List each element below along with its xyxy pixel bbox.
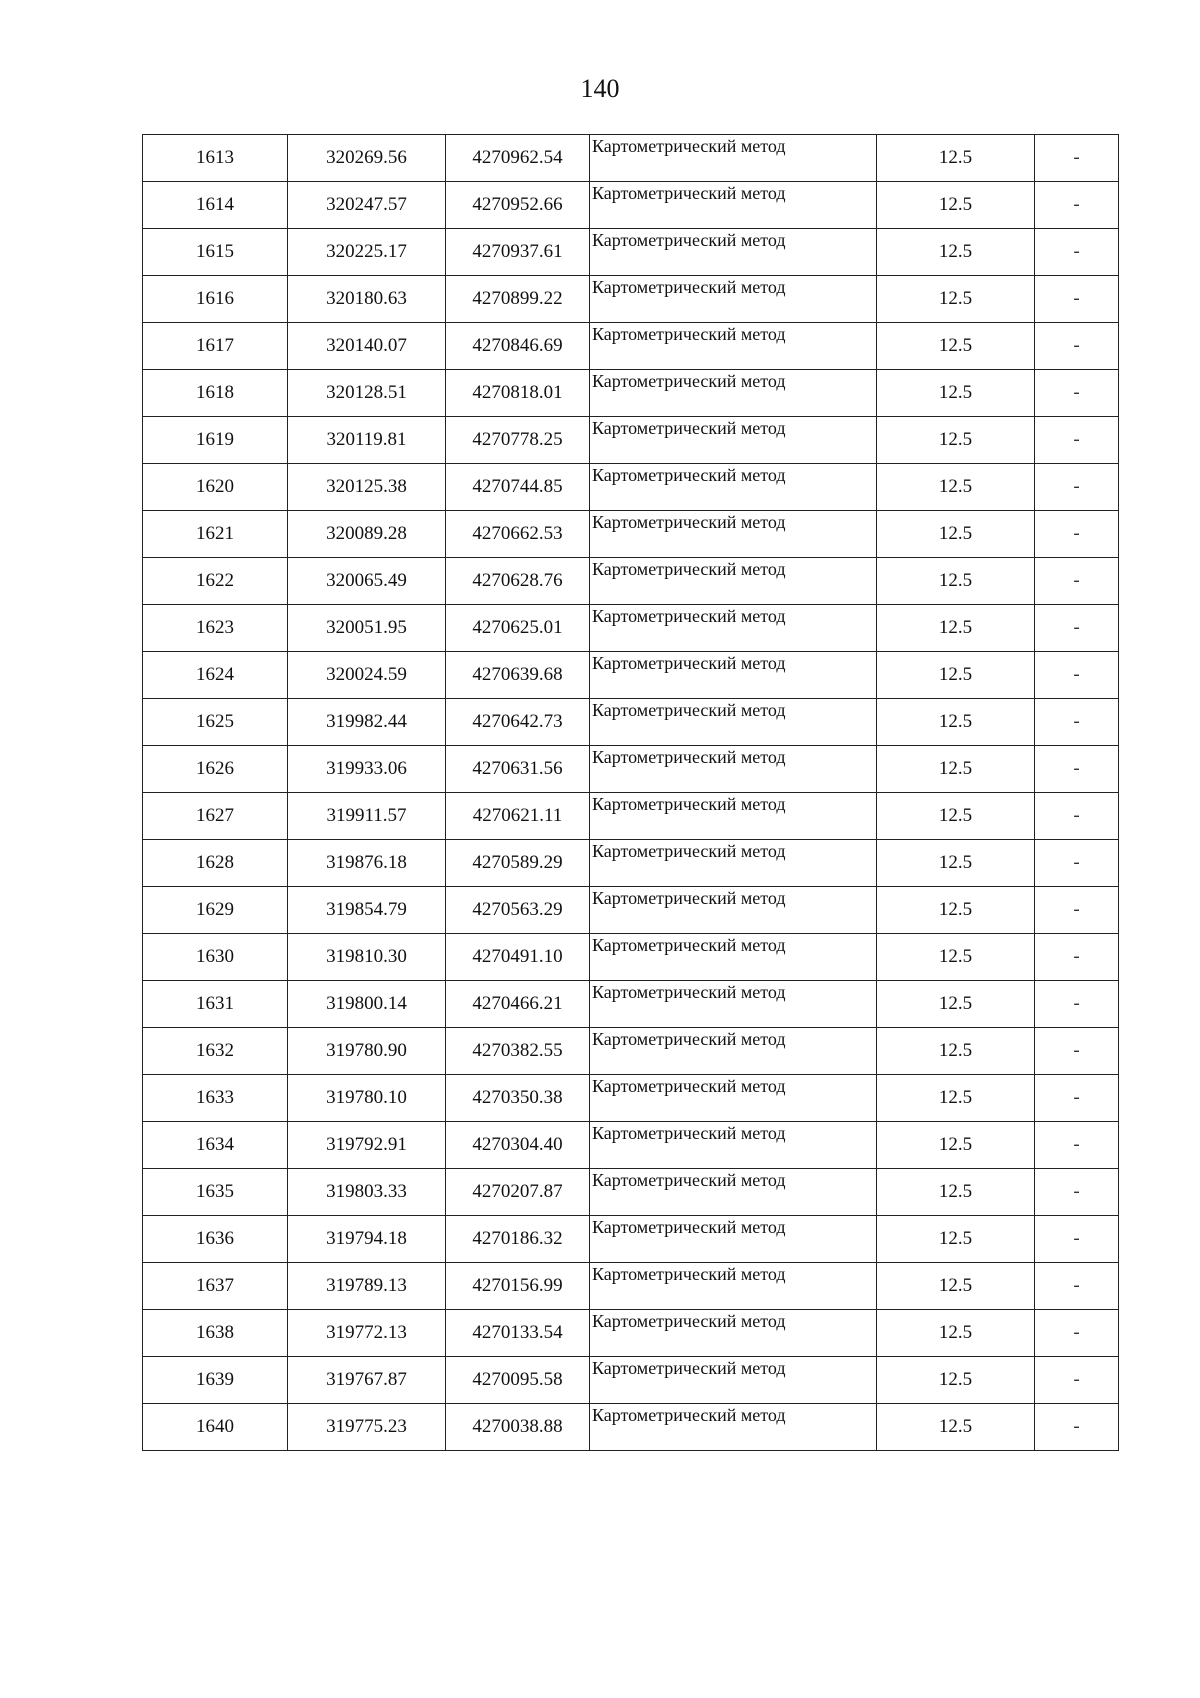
- method-cell: Картометрический метод: [590, 605, 877, 652]
- table-row: [143, 1357, 1119, 1404]
- x-coordinate-cell: 319876.18: [288, 840, 446, 887]
- note-cell: -: [1035, 370, 1119, 417]
- table-row: [143, 746, 1119, 793]
- table-row: [143, 605, 1119, 652]
- method-cell: Картометрический метод: [590, 229, 877, 276]
- method-cell: Картометрический метод: [590, 1169, 877, 1216]
- note-cell: -: [1035, 182, 1119, 229]
- y-coordinate-cell: 4270186.32: [446, 1216, 590, 1263]
- y-coordinate-cell: 4270350.38: [446, 1075, 590, 1122]
- table-row: [143, 887, 1119, 934]
- point-number-cell: 1631: [143, 981, 288, 1028]
- y-coordinate-cell: 4270491.10: [446, 934, 590, 981]
- y-coordinate-cell: 4270662.53: [446, 511, 590, 558]
- y-coordinate-cell: 4270466.21: [446, 981, 590, 1028]
- table-row: [143, 323, 1119, 370]
- point-number-cell: 1635: [143, 1169, 288, 1216]
- point-number-cell: 1627: [143, 793, 288, 840]
- note-cell: -: [1035, 135, 1119, 182]
- x-coordinate-cell: 319780.90: [288, 1028, 446, 1075]
- point-number-cell: 1638: [143, 1310, 288, 1357]
- x-coordinate-cell: 320089.28: [288, 511, 446, 558]
- y-coordinate-cell: 4270952.66: [446, 182, 590, 229]
- table-row: [143, 1075, 1119, 1122]
- method-cell: Картометрический метод: [590, 652, 877, 699]
- x-coordinate-cell: 319911.57: [288, 793, 446, 840]
- y-coordinate-cell: 4270818.01: [446, 370, 590, 417]
- method-cell: Картометрический метод: [590, 981, 877, 1028]
- accuracy-cell: 12.5: [877, 1216, 1035, 1263]
- table-row: [143, 699, 1119, 746]
- point-number-cell: 1637: [143, 1263, 288, 1310]
- point-number-cell: 1633: [143, 1075, 288, 1122]
- point-number-cell: 1619: [143, 417, 288, 464]
- x-coordinate-cell: 319803.33: [288, 1169, 446, 1216]
- note-cell: -: [1035, 229, 1119, 276]
- y-coordinate-cell: 4270962.54: [446, 135, 590, 182]
- x-coordinate-cell: 319772.13: [288, 1310, 446, 1357]
- table-row: [143, 1310, 1119, 1357]
- y-coordinate-cell: 4270095.58: [446, 1357, 590, 1404]
- method-cell: Картометрический метод: [590, 370, 877, 417]
- y-coordinate-cell: 4270642.73: [446, 699, 590, 746]
- point-number-cell: 1626: [143, 746, 288, 793]
- method-cell: Картометрический метод: [590, 934, 877, 981]
- note-cell: -: [1035, 652, 1119, 699]
- y-coordinate-cell: 4270631.56: [446, 746, 590, 793]
- x-coordinate-cell: 319794.18: [288, 1216, 446, 1263]
- method-cell: Картометрический метод: [590, 1310, 877, 1357]
- accuracy-cell: 12.5: [877, 699, 1035, 746]
- note-cell: -: [1035, 1216, 1119, 1263]
- method-cell: Картометрический метод: [590, 464, 877, 511]
- table-row: [143, 182, 1119, 229]
- x-coordinate-cell: 320247.57: [288, 182, 446, 229]
- accuracy-cell: 12.5: [877, 370, 1035, 417]
- accuracy-cell: 12.5: [877, 276, 1035, 323]
- coordinates-table-body: [143, 135, 1119, 1451]
- coordinates-table: [142, 134, 1119, 1451]
- accuracy-cell: 12.5: [877, 1404, 1035, 1451]
- accuracy-cell: 12.5: [877, 746, 1035, 793]
- point-number-cell: 1630: [143, 934, 288, 981]
- accuracy-cell: 12.5: [877, 793, 1035, 840]
- note-cell: -: [1035, 464, 1119, 511]
- page-number: 140: [580, 74, 620, 103]
- y-coordinate-cell: 4270038.88: [446, 1404, 590, 1451]
- note-cell: -: [1035, 840, 1119, 887]
- point-number-cell: 1624: [143, 652, 288, 699]
- accuracy-cell: 12.5: [877, 887, 1035, 934]
- point-number-cell: 1614: [143, 182, 288, 229]
- method-cell: Картометрический метод: [590, 1028, 877, 1075]
- y-coordinate-cell: 4270207.87: [446, 1169, 590, 1216]
- x-coordinate-cell: 320051.95: [288, 605, 446, 652]
- x-coordinate-cell: 319792.91: [288, 1122, 446, 1169]
- method-cell: Картометрический метод: [590, 323, 877, 370]
- x-coordinate-cell: 320140.07: [288, 323, 446, 370]
- table-row: [143, 1216, 1119, 1263]
- table-row: [143, 135, 1119, 182]
- point-number-cell: 1613: [143, 135, 288, 182]
- table-row: [143, 934, 1119, 981]
- note-cell: -: [1035, 793, 1119, 840]
- table-row: [143, 981, 1119, 1028]
- y-coordinate-cell: 4270937.61: [446, 229, 590, 276]
- point-number-cell: 1629: [143, 887, 288, 934]
- accuracy-cell: 12.5: [877, 135, 1035, 182]
- method-cell: Картометрический метод: [590, 511, 877, 558]
- x-coordinate-cell: 319982.44: [288, 699, 446, 746]
- x-coordinate-cell: 319800.14: [288, 981, 446, 1028]
- table-row: [143, 558, 1119, 605]
- table-row: [143, 1122, 1119, 1169]
- method-cell: Картометрический метод: [590, 1263, 877, 1310]
- note-cell: -: [1035, 1357, 1119, 1404]
- note-cell: -: [1035, 1263, 1119, 1310]
- x-coordinate-cell: 319775.23: [288, 1404, 446, 1451]
- method-cell: Картометрический метод: [590, 887, 877, 934]
- x-coordinate-cell: 320125.38: [288, 464, 446, 511]
- point-number-cell: 1634: [143, 1122, 288, 1169]
- method-cell: Картометрический метод: [590, 1404, 877, 1451]
- y-coordinate-cell: 4270639.68: [446, 652, 590, 699]
- y-coordinate-cell: 4270625.01: [446, 605, 590, 652]
- table-row: [143, 1169, 1119, 1216]
- accuracy-cell: 12.5: [877, 1122, 1035, 1169]
- note-cell: -: [1035, 323, 1119, 370]
- table-row: [143, 276, 1119, 323]
- accuracy-cell: 12.5: [877, 1263, 1035, 1310]
- y-coordinate-cell: 4270628.76: [446, 558, 590, 605]
- note-cell: -: [1035, 1075, 1119, 1122]
- method-cell: Картометрический метод: [590, 1122, 877, 1169]
- x-coordinate-cell: 319810.30: [288, 934, 446, 981]
- accuracy-cell: 12.5: [877, 1169, 1035, 1216]
- note-cell: -: [1035, 511, 1119, 558]
- point-number-cell: 1636: [143, 1216, 288, 1263]
- method-cell: Картометрический метод: [590, 746, 877, 793]
- x-coordinate-cell: 320065.49: [288, 558, 446, 605]
- accuracy-cell: 12.5: [877, 1028, 1035, 1075]
- method-cell: Картометрический метод: [590, 276, 877, 323]
- accuracy-cell: 12.5: [877, 605, 1035, 652]
- table-row: [143, 417, 1119, 464]
- table-row: [143, 1263, 1119, 1310]
- x-coordinate-cell: 320128.51: [288, 370, 446, 417]
- y-coordinate-cell: 4270778.25: [446, 417, 590, 464]
- note-cell: -: [1035, 1310, 1119, 1357]
- point-number-cell: 1617: [143, 323, 288, 370]
- note-cell: -: [1035, 1404, 1119, 1451]
- x-coordinate-cell: 320225.17: [288, 229, 446, 276]
- y-coordinate-cell: 4270621.11: [446, 793, 590, 840]
- method-cell: Картометрический метод: [590, 793, 877, 840]
- note-cell: -: [1035, 605, 1119, 652]
- note-cell: -: [1035, 699, 1119, 746]
- method-cell: Картометрический метод: [590, 1357, 877, 1404]
- accuracy-cell: 12.5: [877, 323, 1035, 370]
- method-cell: Картометрический метод: [590, 182, 877, 229]
- accuracy-cell: 12.5: [877, 417, 1035, 464]
- point-number-cell: 1621: [143, 511, 288, 558]
- table-row: [143, 229, 1119, 276]
- note-cell: -: [1035, 1122, 1119, 1169]
- accuracy-cell: 12.5: [877, 464, 1035, 511]
- accuracy-cell: 12.5: [877, 934, 1035, 981]
- note-cell: -: [1035, 746, 1119, 793]
- note-cell: -: [1035, 1028, 1119, 1075]
- accuracy-cell: 12.5: [877, 229, 1035, 276]
- table-row: [143, 652, 1119, 699]
- point-number-cell: 1640: [143, 1404, 288, 1451]
- x-coordinate-cell: 319780.10: [288, 1075, 446, 1122]
- x-coordinate-cell: 320119.81: [288, 417, 446, 464]
- y-coordinate-cell: 4270899.22: [446, 276, 590, 323]
- note-cell: -: [1035, 276, 1119, 323]
- point-number-cell: 1616: [143, 276, 288, 323]
- note-cell: -: [1035, 558, 1119, 605]
- point-number-cell: 1622: [143, 558, 288, 605]
- note-cell: -: [1035, 417, 1119, 464]
- y-coordinate-cell: 4270589.29: [446, 840, 590, 887]
- note-cell: -: [1035, 981, 1119, 1028]
- y-coordinate-cell: 4270304.40: [446, 1122, 590, 1169]
- y-coordinate-cell: 4270744.85: [446, 464, 590, 511]
- method-cell: Картометрический метод: [590, 699, 877, 746]
- point-number-cell: 1632: [143, 1028, 288, 1075]
- accuracy-cell: 12.5: [877, 981, 1035, 1028]
- y-coordinate-cell: 4270563.29: [446, 887, 590, 934]
- table-row: [143, 370, 1119, 417]
- y-coordinate-cell: 4270382.55: [446, 1028, 590, 1075]
- method-cell: Картометрический метод: [590, 558, 877, 605]
- x-coordinate-cell: 320269.56: [288, 135, 446, 182]
- table-row: [143, 511, 1119, 558]
- point-number-cell: 1615: [143, 229, 288, 276]
- table-row: [143, 1404, 1119, 1451]
- x-coordinate-cell: 319767.87: [288, 1357, 446, 1404]
- method-cell: Картометрический метод: [590, 417, 877, 464]
- x-coordinate-cell: 320180.63: [288, 276, 446, 323]
- x-coordinate-cell: 319933.06: [288, 746, 446, 793]
- y-coordinate-cell: 4270133.54: [446, 1310, 590, 1357]
- y-coordinate-cell: 4270156.99: [446, 1263, 590, 1310]
- point-number-cell: 1618: [143, 370, 288, 417]
- method-cell: Картометрический метод: [590, 1075, 877, 1122]
- method-cell: Картометрический метод: [590, 1216, 877, 1263]
- note-cell: -: [1035, 887, 1119, 934]
- x-coordinate-cell: 319789.13: [288, 1263, 446, 1310]
- method-cell: Картометрический метод: [590, 840, 877, 887]
- y-coordinate-cell: 4270846.69: [446, 323, 590, 370]
- table-row: [143, 464, 1119, 511]
- x-coordinate-cell: 320024.59: [288, 652, 446, 699]
- accuracy-cell: 12.5: [877, 558, 1035, 605]
- note-cell: -: [1035, 1169, 1119, 1216]
- accuracy-cell: 12.5: [877, 511, 1035, 558]
- method-cell: Картометрический метод: [590, 135, 877, 182]
- accuracy-cell: 12.5: [877, 182, 1035, 229]
- accuracy-cell: 12.5: [877, 840, 1035, 887]
- point-number-cell: 1625: [143, 699, 288, 746]
- note-cell: -: [1035, 934, 1119, 981]
- accuracy-cell: 12.5: [877, 1357, 1035, 1404]
- accuracy-cell: 12.5: [877, 652, 1035, 699]
- accuracy-cell: 12.5: [877, 1075, 1035, 1122]
- table-row: [143, 1028, 1119, 1075]
- table-row: [143, 840, 1119, 887]
- point-number-cell: 1628: [143, 840, 288, 887]
- accuracy-cell: 12.5: [877, 1310, 1035, 1357]
- point-number-cell: 1623: [143, 605, 288, 652]
- point-number-cell: 1639: [143, 1357, 288, 1404]
- point-number-cell: 1620: [143, 464, 288, 511]
- table-row: [143, 793, 1119, 840]
- x-coordinate-cell: 319854.79: [288, 887, 446, 934]
